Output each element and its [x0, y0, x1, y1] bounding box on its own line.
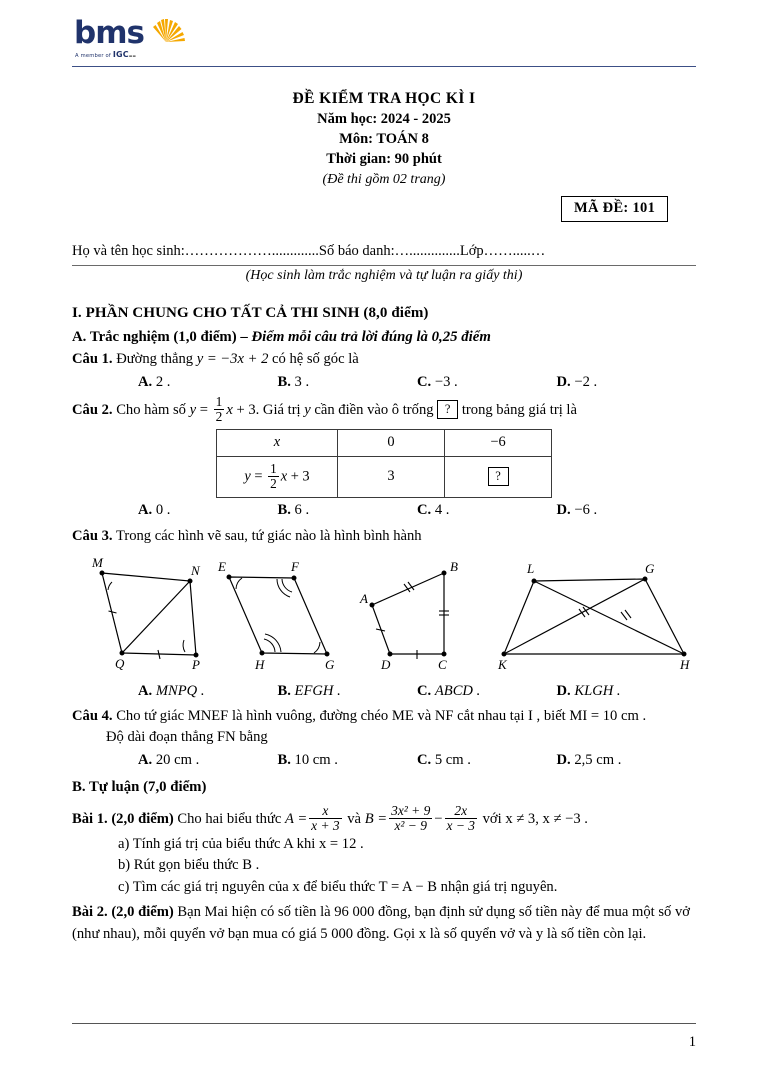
table-header-x: x — [273, 434, 281, 451]
option-3-a[interactable] — [138, 681, 278, 703]
svg-text:C: C — [438, 657, 447, 673]
svg-text:P: P — [192, 657, 200, 673]
option-4-d-key: D. — [556, 751, 571, 768]
question-2: Câu 2. Cho hàm số y = $\frac{1}{2}$ x + 3. Giá trị y cần điền vào ô trống ? trong bảng giá trị là — [72, 394, 577, 425]
essay-bai-1 — [72, 802, 696, 834]
svg-text:K: K — [498, 657, 507, 673]
question-2-label: Câu 2. — [72, 401, 113, 418]
svg-text:H: H — [255, 657, 265, 673]
bai-1-A-fraction — [309, 804, 341, 833]
table-row-header — [217, 430, 552, 457]
svg-text:G: G — [325, 657, 335, 673]
essay-heading: B. Tự luận (7,0 điểm) — [72, 779, 207, 796]
option-2-d[interactable] — [557, 500, 697, 522]
option-2-a[interactable] — [138, 500, 278, 522]
question-2-text-mid2: cần điền vào ô trống — [310, 401, 438, 418]
figure-abcd — [370, 571, 449, 659]
student-name-label: Họ và tên học sinh: — [72, 243, 185, 259]
option-3-c-key: C. — [417, 683, 432, 700]
bai-2-label: Bài 2. (2,0 điểm) — [72, 904, 174, 921]
option-1-c-value: −3 . — [434, 373, 458, 390]
subject: Môn: TOÁN 8 — [339, 131, 429, 147]
option-1-b-value: 3 . — [294, 373, 310, 390]
svg-text:N: N — [191, 563, 200, 579]
logo-wordmark: bms — [74, 15, 144, 51]
option-3-c-value: ABCD . — [434, 683, 481, 700]
exam-title-block — [0, 88, 768, 190]
table-frac-num: 1 — [270, 460, 277, 476]
question-4-line2: Độ dài đoạn thẳng FN bằng — [106, 729, 268, 746]
option-3-b[interactable] — [278, 681, 418, 703]
question-1-equation: y = −3x + 2 — [196, 351, 269, 367]
question-3-text: Trong các hình vẽ sau, tứ giác nào là hình bình hành — [115, 527, 422, 544]
question-2-var-y: y — [304, 401, 311, 418]
option-2-b-value: 6 . — [294, 502, 310, 519]
table-header-val1: 0 — [338, 430, 445, 457]
option-2-c-value: 4 . — [434, 502, 450, 519]
question-3-options — [72, 681, 696, 703]
question-2-frac-den: 2 — [215, 409, 223, 425]
option-1-a[interactable] — [138, 372, 278, 394]
svg-text:A: A — [360, 591, 368, 607]
student-class-dots[interactable]: …….....… — [483, 243, 546, 259]
option-1-c-key: C. — [417, 373, 432, 390]
question-2-text-mid: . Giá trị — [255, 401, 305, 418]
bai-1-and: và — [343, 810, 365, 827]
option-4-c[interactable] — [417, 750, 557, 772]
question-2-blank-box[interactable]: ? — [437, 400, 458, 419]
school-logo — [72, 14, 202, 66]
table-cell-function: y = $\frac{1}{2}$ x + 3 — [217, 457, 338, 498]
option-4-a-key: A. — [138, 751, 153, 768]
student-class-label: Lớp — [459, 243, 484, 259]
bai-1-B-num1: 3x² + 9 — [391, 802, 431, 818]
logo-tagline-prefix: A member of — [75, 53, 111, 59]
svg-text:H: H — [680, 657, 690, 673]
exam-body — [72, 303, 696, 945]
table-row — [217, 457, 552, 498]
option-1-b-key: B. — [277, 373, 291, 390]
table-cell-y1: 3 — [338, 457, 445, 498]
table-frac-den: 2 — [270, 475, 277, 491]
bai-1-B-num2: 2x — [454, 802, 468, 818]
option-4-c-value: 5 cm . — [434, 751, 471, 768]
option-4-a-value: 20 cm . — [155, 751, 200, 768]
duration: Thời gian: 90 phút — [326, 151, 442, 167]
option-1-d-key: D. — [556, 373, 571, 390]
multiple-choice-heading — [72, 327, 696, 349]
bai-1-item-b: b) Rút gọn biểu thức B . — [118, 857, 260, 874]
question-4 — [72, 706, 696, 728]
footer-divider — [72, 1023, 696, 1024]
option-1-d[interactable] — [557, 372, 697, 394]
option-2-d-key: D. — [556, 502, 571, 519]
option-2-a-key: A. — [138, 502, 153, 519]
figure-klgh — [502, 577, 686, 656]
essay-bai-2 — [72, 902, 696, 945]
part-one-heading: I. PHẦN CHUNG CHO TẤT CẢ THI SINH (8,0 điểm) — [72, 305, 429, 321]
pages-note: (Đề thi gồm 02 trang) — [322, 172, 446, 187]
question-3-figures — [72, 551, 696, 679]
question-2-options — [72, 500, 696, 522]
bai-1-B-den1: x² − 9 — [389, 818, 432, 833]
table-blank-box[interactable]: ? — [488, 467, 509, 486]
question-1-text-before: Đường thẳng — [116, 351, 197, 367]
question-3-label: Câu 3. — [72, 527, 113, 544]
option-3-a-key: A. — [138, 683, 153, 700]
question-3 — [72, 526, 696, 548]
bai-1-text-before: Cho hai biểu thức — [173, 810, 286, 827]
svg-text:G: G — [645, 561, 655, 577]
question-4-options — [72, 750, 696, 772]
question-4-line2-row — [72, 727, 696, 749]
bai-1-B-fraction-2 — [445, 804, 477, 833]
logo-tagline-brand: IGC — [112, 50, 129, 59]
option-3-a-value: MNPQ . — [155, 683, 205, 700]
header-divider — [72, 66, 696, 67]
question-4-label: Câu 4. — [72, 707, 113, 724]
bai-1-B-minus: − — [434, 810, 443, 827]
option-1-d-value: −2 . — [574, 373, 598, 390]
bai-1-B-lhs: B = — [364, 810, 388, 827]
question-2-text-after: trong bảng giá trị là — [458, 401, 577, 418]
option-3-b-key: B. — [277, 683, 291, 700]
student-info-line — [72, 243, 696, 260]
svg-text:D: D — [381, 657, 391, 673]
student-id-label: Số báo danh: — [318, 243, 395, 259]
figure-mnpq — [100, 571, 198, 659]
value-table — [216, 429, 552, 498]
option-4-d[interactable] — [557, 750, 697, 772]
question-1-text-after: có hệ số góc là — [268, 351, 359, 367]
option-4-b-value: 10 cm . — [294, 751, 338, 768]
page-title: ĐỀ KIỂM TRA HỌC KÌ I — [292, 90, 476, 107]
figure-efgh — [227, 575, 329, 656]
table-cell-y2 — [445, 457, 552, 498]
option-4-b[interactable] — [278, 750, 418, 772]
svg-text:B: B — [450, 559, 458, 575]
option-2-c-key: C. — [417, 502, 432, 519]
exam-instruction: (Học sinh làm trắc nghiệm và tự luận ra giấy thi) — [245, 268, 523, 283]
question-2-fraction — [214, 395, 225, 424]
bai-1-A-lhs: A = — [285, 810, 308, 827]
bai-1-B-den2: x − 3 — [446, 817, 475, 833]
option-3-b-value: EFGH . — [294, 683, 341, 700]
option-4-d-value: 2,5 cm . — [574, 751, 622, 768]
table-header-val2: −6 — [445, 430, 552, 457]
svg-text:Q: Q — [115, 656, 125, 672]
option-4-a[interactable] — [138, 750, 278, 772]
student-name-dots[interactable]: ………………............. — [184, 243, 319, 259]
bai-2-text: Bạn Mai hiện có số tiền là 96 000 đồng, bạn định sử dụng số tiền này để mua một số vở (như nhau), mỗi quyển vở bạn mua có giá 5 000 đồng. Gọi x là số quyển vở và y là số tiền còn lại. — [72, 904, 690, 942]
option-3-d[interactable] — [557, 681, 697, 703]
option-2-a-value: 0 . — [155, 502, 171, 519]
school-year: Năm học: 2024 - 2025 — [317, 111, 451, 127]
mc-heading-bold: A. Trắc nghiệm (1,0 điểm) – — [72, 328, 252, 345]
question-2-text-before: Cho hàm số — [116, 401, 190, 418]
bai-1-A-num: x — [322, 802, 329, 818]
option-1-a-key: A. — [138, 373, 153, 390]
page-number: 1 — [688, 1034, 696, 1050]
option-3-d-key: D. — [556, 683, 571, 700]
question-2-table-wrapper — [72, 429, 696, 498]
option-1-c[interactable] — [417, 372, 557, 394]
student-id-dots[interactable]: ….............. — [394, 243, 460, 259]
option-1-b[interactable] — [278, 372, 418, 394]
question-1-options — [72, 372, 696, 394]
bai-1-label: Bài 1. (2,0 điểm) — [72, 810, 174, 827]
question-1-label: Câu 1. — [72, 351, 113, 367]
option-2-b-key: B. — [277, 502, 291, 519]
question-4-line1: Cho tứ giác MNEF là hình vuông, đường chéo ME và NF cắt nhau tại I , biết MI = 10 cm . — [116, 707, 647, 724]
svg-text:L: L — [527, 561, 535, 577]
bai-1-B-fraction-1 — [389, 804, 432, 833]
question-2-frac-num: 1 — [215, 394, 223, 409]
svg-text:E: E — [218, 559, 226, 575]
option-2-c[interactable] — [417, 500, 557, 522]
option-3-c[interactable] — [417, 681, 557, 703]
option-3-d-value: KLGH . — [574, 683, 621, 700]
bai-1-item-c: c) Tìm các giá trị nguyên của x để biểu thức T = A − B nhận giá trị nguyên. — [118, 878, 558, 895]
student-info-divider — [72, 265, 696, 266]
geometry-figures — [72, 551, 696, 679]
question-1 — [72, 349, 696, 371]
option-2-d-value: −6 . — [574, 502, 598, 519]
sunburst-icon — [144, 14, 188, 44]
option-1-a-value: 2 . — [155, 373, 171, 390]
mc-heading-italic: Điểm mỗi câu trả lời đúng là 0,25 điểm — [251, 328, 491, 345]
svg-text:M: M — [92, 555, 103, 571]
bai-1-item-a: a) Tính giá trị của biểu thức A khi x = 12 . — [118, 835, 364, 852]
bai-1-A-den: x + 3 — [311, 817, 340, 833]
option-4-c-key: C. — [417, 751, 432, 768]
svg-text:F: F — [291, 559, 299, 575]
exam-code-badge: MÃ ĐỀ: 101 — [561, 196, 668, 222]
option-2-b[interactable] — [278, 500, 418, 522]
logo-tagline: A member of IGC▬▬ — [75, 50, 137, 59]
option-4-b-key: B. — [277, 751, 291, 768]
bai-1-condition: với x ≠ 3, x ≠ −3 . — [478, 810, 588, 827]
